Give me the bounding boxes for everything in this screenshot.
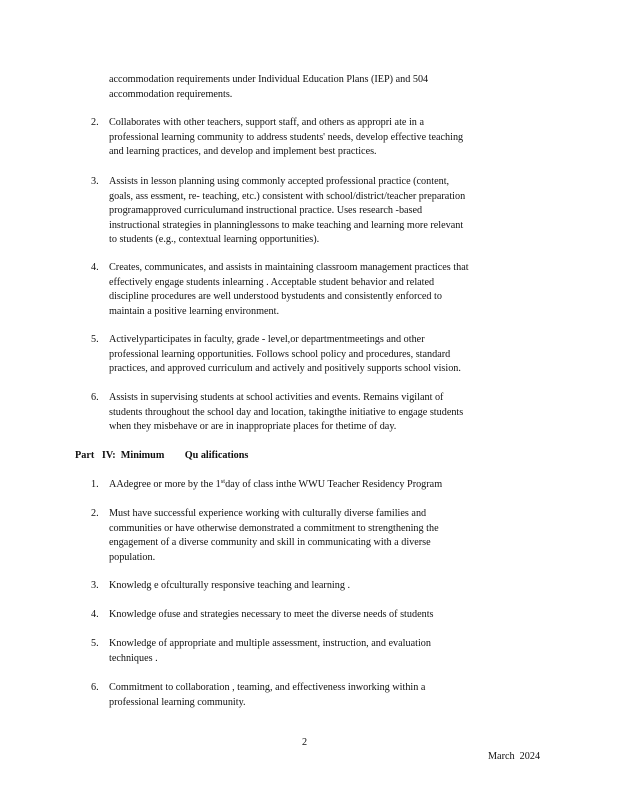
paragraph-line: accommodation requirements.: [109, 88, 233, 100]
list-item-text: [109, 507, 439, 565]
page-number: 2: [302, 737, 308, 748]
paragraph-line: engagement of a diverse community and skill in communicating with a diverse: [109, 537, 431, 548]
paragraph-line: Activelyparticipates in faculty, grade - level,or departmentmeetings and other: [109, 334, 425, 345]
paragraph-line: Collaborates with other teachers, support staff, and others as appropri ate in a: [109, 117, 424, 128]
paragraph-line: accommodation requirements under Individual Education Plans (IEP) and 504: [109, 74, 429, 85]
list-number: 2.: [91, 508, 99, 519]
list-item-text: [109, 579, 350, 594]
paragraph-line: Must have successful experience working with culturally diverse families and: [109, 508, 427, 519]
paragraph-line: goals, ass essment, re- teaching, etc.) consistent with school/district/teacher preparation: [109, 190, 466, 202]
paragraph-line: Knowledge of appropriate and multiple assessment, instruction, and evaluation: [109, 638, 431, 649]
list-number: 6.: [91, 392, 99, 403]
paragraph-line: maintain a positive learning environment.: [109, 305, 280, 317]
continuation-paragraph: [109, 73, 428, 102]
list-item-text: [109, 681, 425, 710]
paragraph-line: Creates, communicates, and assists in maintaining classroom management practices that: [109, 262, 469, 273]
text-run: day of class inthe WWU Teacher Residency Program: [225, 479, 443, 490]
paragraph-line: to students (e.g., contextual learning opportunities).: [109, 234, 320, 245]
paragraph-line: professional learning community.: [109, 696, 246, 708]
list-number: 6.: [91, 682, 99, 693]
paragraph-line: practices, and approved curriculum and actively and positively supports school vision.: [109, 363, 461, 374]
section-heading: Part IV: Minimum Qu alifications: [75, 450, 249, 461]
paragraph-line: communities or have otherwise demonstrated a commitment to strengthening the: [109, 522, 439, 534]
paragraph-line: when they misbehave or are in inappropriate places for thetime of day.: [109, 421, 397, 432]
paragraph-line: professional learning community to address students' needs, develop effective teaching: [109, 131, 464, 143]
paragraph-line: Assists in supervising students at school activities and events. Remains vigilant of: [109, 392, 444, 403]
list-number: 5.: [91, 334, 99, 345]
list-item-text: [109, 261, 469, 319]
list-item-text: [109, 175, 465, 248]
paragraph-line: instructional strategies in planninglessons to make teaching and learning more relevant: [109, 219, 464, 231]
paragraph-line: population.: [109, 551, 156, 563]
paragraph-line: Commitment to collaboration , teaming, and effectiveness inworking within a: [109, 682, 426, 693]
paragraph-line: and learning practices, and develop and implement best practices.: [109, 146, 377, 157]
paragraph-line: Knowledge ofuse and strategies necessary to meet the diverse needs of students: [109, 609, 434, 620]
list-item-text: [109, 116, 463, 160]
list-number: 4.: [91, 262, 99, 273]
list-item-text: [109, 333, 461, 377]
paragraph-line: effectively engage students inlearning . Acceptable student behavior and related: [109, 276, 435, 288]
list-number: 3.: [91, 176, 99, 187]
list-number: 4.: [91, 609, 99, 620]
list-number: 3.: [91, 580, 99, 591]
list-item-text: [109, 478, 442, 493]
list-item-text: [109, 637, 431, 666]
paragraph-line: Knowledg e ofculturally responsive teaching and learning .: [109, 580, 351, 591]
superscript: st: [220, 478, 226, 485]
list-number: 5.: [91, 638, 99, 649]
text-run: AAdegree or more by the 1: [109, 479, 221, 490]
list-number: 1.: [91, 479, 99, 490]
list-item-text: [109, 391, 463, 435]
paragraph-line: professional learning opportunities. Follows school policy and procedures, standard: [109, 348, 451, 360]
paragraph-line: techniques .: [109, 652, 158, 664]
list-number: 2.: [91, 117, 99, 128]
list-item-text: [109, 608, 433, 623]
paragraph-line: programapproved curriculumand instructional practice. Uses research -based: [109, 205, 423, 216]
paragraph-line: students throughout the school day and location, takingthe initiative to engage students: [109, 406, 464, 418]
paragraph-line: discipline procedures are well understood bystudents and consistently enforced to: [109, 291, 442, 302]
paragraph-line: Assists in lesson planning using commonly accepted professional practice (content,: [109, 176, 450, 187]
footer-date: March 2024: [488, 751, 541, 762]
paragraph-line: [109, 478, 442, 493]
